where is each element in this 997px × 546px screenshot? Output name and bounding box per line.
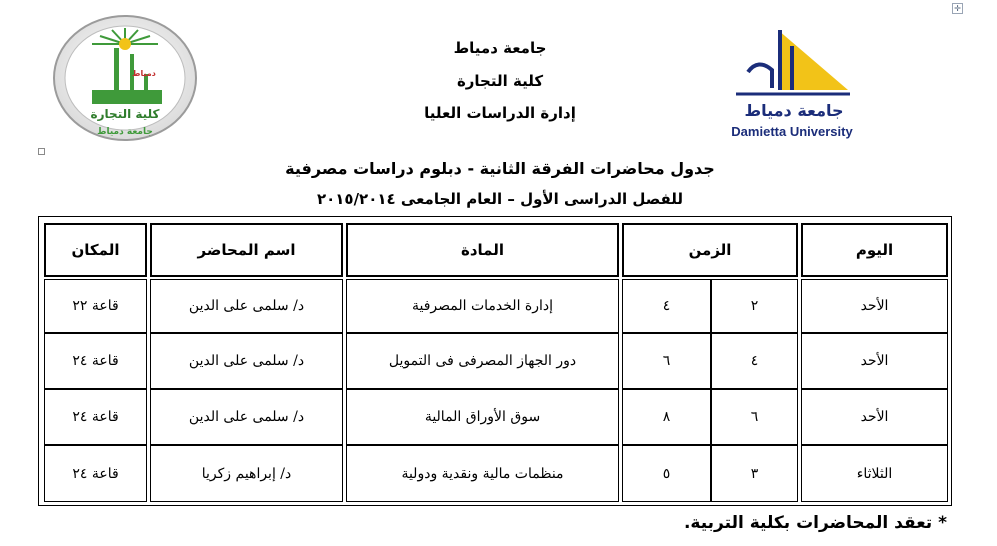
faculty-logo <box>52 14 198 142</box>
table-row-1-lecturer: د/ سلمى على الدين <box>150 279 343 333</box>
table-row-1-to: ٤ <box>622 279 711 333</box>
header-day: اليوم <box>801 223 948 277</box>
table-row-3-to: ٨ <box>622 389 711 445</box>
schedule-subtitle: للفصل الدراسى الأول – العام الجامعى ٢٠١٥/٢٠١٤ <box>316 190 684 208</box>
faculty-name: كلية التجارة <box>456 72 544 90</box>
table-row-2-subject: دور الجهاز المصرفى فى التمويل <box>346 333 619 389</box>
faculty-logo-bottom-text: جامعة دمياط <box>97 127 153 137</box>
table-row-4-day: الثلاثاء <box>801 445 948 502</box>
university-logo-arabic: جامعة دمياط <box>744 101 844 120</box>
paragraph-anchor-icon <box>38 148 45 155</box>
table-row-4-from: ٣ <box>711 445 798 502</box>
university-logo-english: Damietta University <box>731 124 853 139</box>
table-row-1-place: قاعة ٢٢ <box>44 279 147 333</box>
table-row-2-lecturer: د/ سلمى على الدين <box>150 333 343 389</box>
table-row-3-lecturer: د/ سلمى على الدين <box>150 389 343 445</box>
university-name: جامعة دمياط <box>453 39 547 57</box>
table-row-2-place: قاعة ٢٤ <box>44 333 147 389</box>
table-move-handle-icon[interactable]: ✛ <box>952 3 963 14</box>
table-row-4-lecturer: د/ إبراهيم زكريا <box>150 445 343 502</box>
table-row-4-to: ٥ <box>622 445 711 502</box>
table-row-2-from: ٤ <box>711 333 798 389</box>
table-row-3-from: ٦ <box>711 389 798 445</box>
table-row-4-place: قاعة ٢٤ <box>44 445 147 502</box>
header-place: المكان <box>44 223 147 277</box>
faculty-logo-main-text: كلية التجارة <box>90 107 160 121</box>
table-row-3-day: الأحد <box>801 389 948 445</box>
table-row-1-from: ٢ <box>711 279 798 333</box>
table-row-1-subject: إدارة الخدمات المصرفية <box>346 279 619 333</box>
department-name: إدارة الدراسات العليا <box>424 104 576 122</box>
footnote: * تعقد المحاضرات بكلية التربية. <box>683 513 947 533</box>
schedule-title: جدول محاضرات الفرقة الثانية - دبلوم دراسات مصرفية <box>285 159 715 178</box>
faculty-logo-top-text: دمياط <box>132 69 156 78</box>
table-row-2-to: ٦ <box>622 333 711 389</box>
header-time: الزمن <box>622 223 798 277</box>
table-row-3-subject: سوق الأوراق المالية <box>346 389 619 445</box>
header-lecturer: اسم المحاضر <box>150 223 343 277</box>
schedule-table <box>38 216 952 506</box>
table-row-3-place: قاعة ٢٤ <box>44 389 147 445</box>
table-row-2-day: الأحد <box>801 333 948 389</box>
header-subject: المادة <box>346 223 619 277</box>
table-row-4-subject: منظمات مالية ونقدية ودولية <box>346 445 619 502</box>
table-row-1-day: الأحد <box>801 279 948 333</box>
